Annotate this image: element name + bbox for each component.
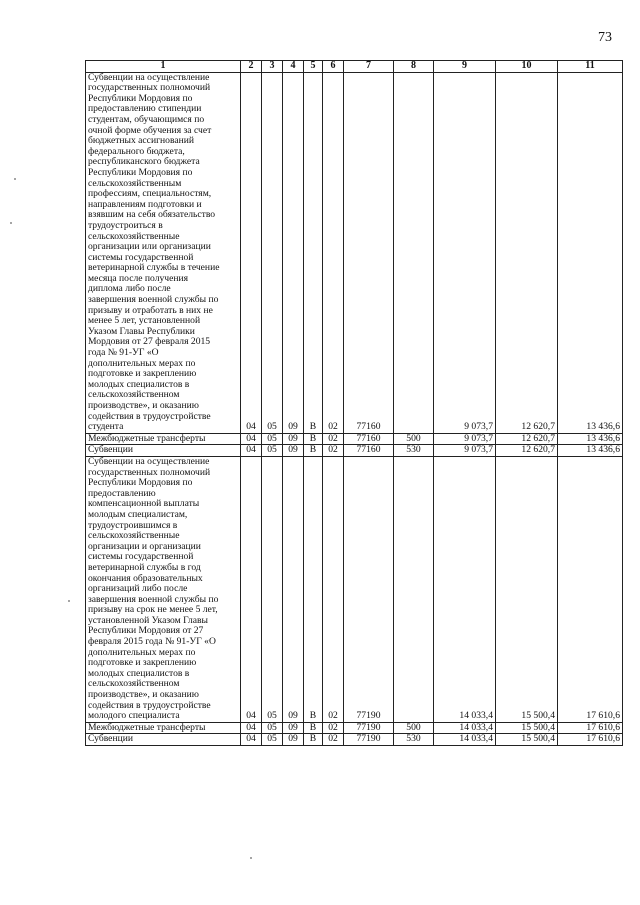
column-header: 5: [304, 61, 323, 73]
table-row: [86, 72, 623, 433]
code-cell: 02: [323, 456, 344, 722]
column-header: 11: [558, 61, 623, 73]
column-header: 2: [241, 61, 262, 73]
code-cell: 530: [394, 734, 434, 746]
code-cell: 09: [283, 433, 304, 445]
amount-cell: 12 620,7: [496, 433, 558, 445]
code-cell: В: [304, 722, 323, 734]
code-cell: 77190: [344, 456, 394, 722]
code-cell: 500: [394, 433, 434, 445]
amount-cell: 14 033,4: [434, 734, 496, 746]
amount-cell: 9 073,7: [434, 445, 496, 457]
code-cell: 04: [241, 445, 262, 457]
code-cell: 530: [394, 445, 434, 457]
amount-cell: 15 500,4: [496, 456, 558, 722]
code-cell: 02: [323, 445, 344, 457]
amount-cell: 14 033,4: [434, 456, 496, 722]
code-cell: 04: [241, 456, 262, 722]
code-cell: 77160: [344, 433, 394, 445]
table-row: [86, 734, 623, 746]
column-header: 8: [394, 61, 434, 73]
row-description: Субвенции: [86, 734, 241, 746]
code-cell: 04: [241, 734, 262, 746]
code-cell: 05: [262, 445, 283, 457]
code-cell: 04: [241, 722, 262, 734]
code-cell: 77160: [344, 72, 394, 433]
code-cell: В: [304, 445, 323, 457]
amount-cell: 13 436,6: [558, 445, 623, 457]
table-row: [86, 456, 623, 722]
column-header: 9: [434, 61, 496, 73]
code-cell: 05: [262, 72, 283, 433]
code-cell: 77160: [344, 445, 394, 457]
code-cell: 09: [283, 734, 304, 746]
amount-cell: 14 033,4: [434, 722, 496, 734]
table-row: [86, 433, 623, 445]
code-cell: В: [304, 433, 323, 445]
scan-speck: [14, 178, 16, 180]
code-cell: 04: [241, 72, 262, 433]
row-description: Межбюджетные трансферты: [86, 433, 241, 445]
code-cell: 77190: [344, 734, 394, 746]
code-cell: 05: [262, 722, 283, 734]
amount-cell: 13 436,6: [558, 433, 623, 445]
column-header: 3: [262, 61, 283, 73]
amount-cell: 9 073,7: [434, 433, 496, 445]
code-cell: 04: [241, 433, 262, 445]
amount-cell: 13 436,6: [558, 72, 623, 433]
amount-cell: 9 073,7: [434, 72, 496, 433]
column-header: 1: [86, 61, 241, 73]
column-header: 4: [283, 61, 304, 73]
row-description: Субвенции: [86, 445, 241, 457]
header-row: [86, 61, 623, 73]
amount-cell: 12 620,7: [496, 445, 558, 457]
code-cell: [394, 72, 434, 433]
code-cell: 09: [283, 445, 304, 457]
code-cell: В: [304, 734, 323, 746]
amount-cell: 17 610,6: [558, 722, 623, 734]
code-cell: 05: [262, 433, 283, 445]
budget-table: [85, 60, 623, 746]
amount-cell: 15 500,4: [496, 722, 558, 734]
column-header: 6: [323, 61, 344, 73]
code-cell: 05: [262, 734, 283, 746]
code-cell: 09: [283, 72, 304, 433]
code-cell: В: [304, 456, 323, 722]
code-cell: 02: [323, 722, 344, 734]
column-header: 7: [344, 61, 394, 73]
code-cell: [394, 456, 434, 722]
row-description: Межбюджетные трансферты: [86, 722, 241, 734]
page-number: 73: [598, 30, 612, 45]
row-description: Субвенции на осуществление государственных полномочий Республики Мордовия по предоставлению стипендии студентам, обучающимся по очной форме обучения за счет бюджетных ассигнований федерального бюджета, республиканского бюджета Республики Мордовия по сельскохозяйственным профессиям, специальностям, направлениям подготовки и взявшим на себя обязательство трудоустроиться в сельскохозяйственные организации или организации системы государственной ветеринарной службы в течение месяца после получения диплома либо после завершения военной службы по призыву и отработать в них не менее 5 лет, установленной Указом Главы Республики Мордовия от 27 февраля 2015 года № 91-УГ «О дополнительных мерах по подготовке и закреплению молодых специалистов в сельскохозяйственном производстве», и оказанию содействия в трудоустройстве студента: [86, 72, 241, 433]
table-row: [86, 445, 623, 457]
code-cell: 02: [323, 433, 344, 445]
code-cell: 500: [394, 722, 434, 734]
code-cell: 02: [323, 734, 344, 746]
code-cell: В: [304, 72, 323, 433]
scan-speck: [250, 857, 252, 859]
table-row: [86, 722, 623, 734]
amount-cell: 17 610,6: [558, 734, 623, 746]
code-cell: 09: [283, 722, 304, 734]
column-header: 10: [496, 61, 558, 73]
amount-cell: 12 620,7: [496, 72, 558, 433]
amount-cell: 15 500,4: [496, 734, 558, 746]
code-cell: 09: [283, 456, 304, 722]
code-cell: 77190: [344, 722, 394, 734]
code-cell: 02: [323, 72, 344, 433]
scan-speck: [10, 222, 12, 224]
amount-cell: 17 610,6: [558, 456, 623, 722]
scan-speck: [68, 600, 70, 602]
code-cell: 05: [262, 456, 283, 722]
row-description: Субвенции на осуществление государственных полномочий Республики Мордовия по предоставлению компенсационной выплаты молодым специалистам, трудоустроившимся в сельскохозяйственные организации и организации системы государственной ветеринарной службы в год окончания образовательных организаций либо после завершения военной службы по призыву на срок не менее 5 лет, установленной Указом Главы Республики Мордовия от 27 февраля 2015 года № 91-УГ «О дополнительных мерах по подготовке и закреплению молодых специалистов в сельскохозяйственном производстве», и оказанию содействия в трудоустройстве молодого специалиста: [86, 456, 241, 722]
